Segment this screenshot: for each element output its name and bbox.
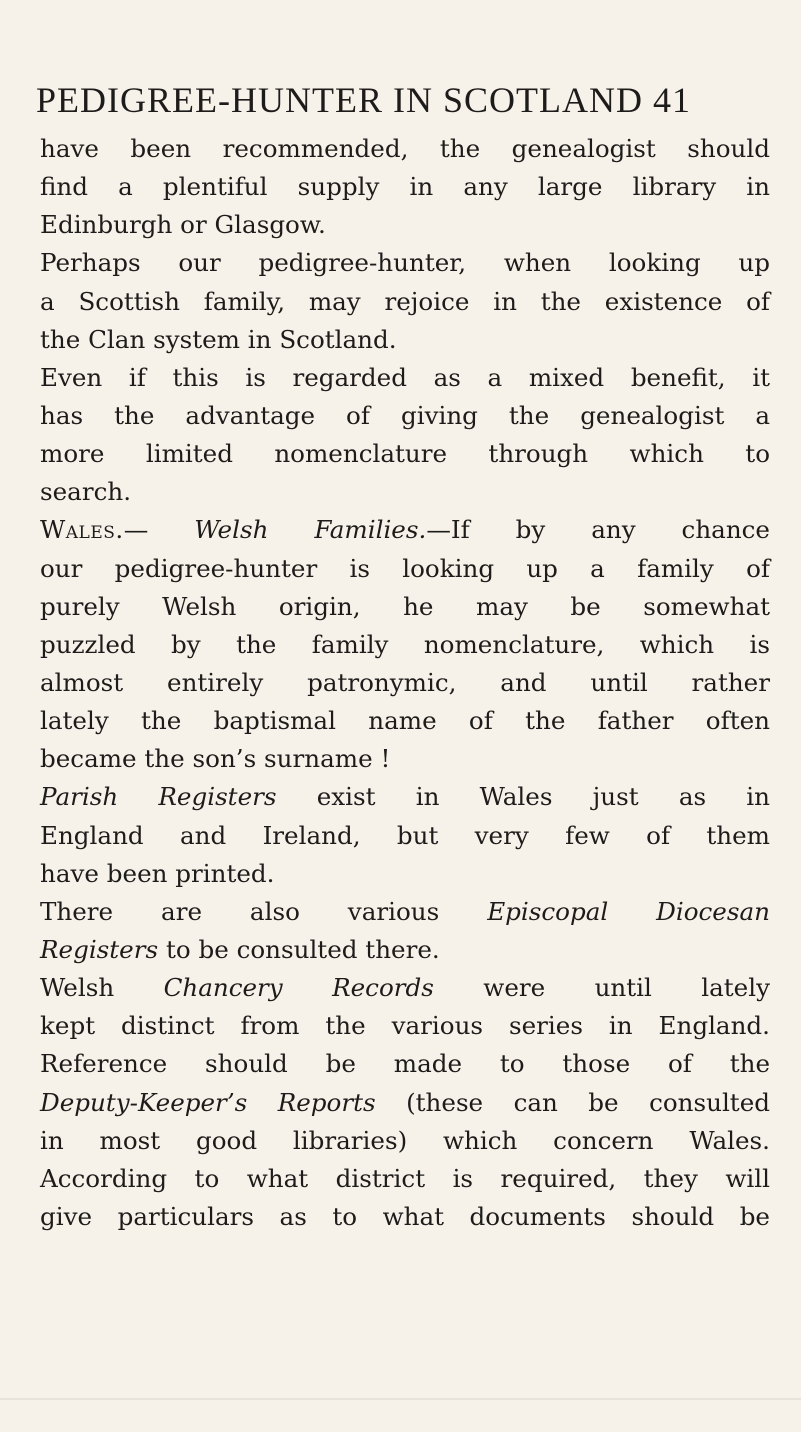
text-line: the Clan system in Scotland. [40, 324, 397, 354]
em-dash: — [123, 515, 149, 545]
text-span: There are also various [40, 896, 488, 926]
text-line-chancery [40, 969, 770, 1007]
text-span: were until lately [433, 973, 770, 1003]
text-line: have been recommended, the genealogist should [40, 134, 770, 163]
term-parish-registers: Parish Registers [40, 782, 277, 812]
text-line: in most good libraries) which concern Wales. [40, 1125, 770, 1155]
page-number: 41 [652, 80, 691, 120]
text-line-registers [40, 931, 770, 969]
text-line: find a plentiful supply in any large library in [40, 172, 770, 202]
subheading-welsh-families: Welsh Families. [194, 515, 427, 545]
text-line: almost entirely patronymic, and until rather [40, 667, 770, 697]
text-line: Reference should be made to those of the [40, 1049, 770, 1079]
text-line-episcopal [40, 893, 770, 931]
term-deputy-keepers-reports: Deputy-Keeper’s Reports [40, 1087, 376, 1117]
text-line-wales-heading [40, 511, 770, 549]
text-span: (these can be consulted [375, 1087, 770, 1117]
text-line: became the son’s surname ! [40, 744, 391, 774]
term-registers: Registers [40, 934, 159, 964]
text-line: has the advantage of giving the genealogist a [40, 400, 770, 430]
text-span: —If by any chance [426, 515, 770, 545]
text-line-deputy-keeper [40, 1084, 770, 1122]
text-line: purely Welsh origin, he may be somewhat [40, 591, 770, 621]
text-line: search. [40, 477, 132, 507]
term-chancery-records: Chancery Records [163, 973, 434, 1003]
text-line: our pedigree-hunter is looking up a family of [40, 553, 770, 583]
text-line: kept distinct from the various series in England. [40, 1011, 770, 1041]
section-heading-wales: Wales. [40, 515, 124, 545]
text-line: According to what district is required, they will [40, 1163, 770, 1193]
text-line: Even if this is regarded as a mixed benefit, it [40, 362, 770, 392]
page-bottom-edge [0, 1398, 801, 1400]
text-line: Perhaps our pedigree-hunter, when looking up [40, 248, 770, 278]
text-line: lately the baptismal name of the father often [40, 706, 770, 736]
body-text [40, 130, 770, 1236]
text-line: give particulars as to what documents should be [40, 1201, 770, 1231]
text-line-parish [40, 778, 770, 816]
text-span: to be consulted there. [158, 934, 440, 964]
term-episcopal-diocesan: Episcopal Diocesan [487, 896, 770, 926]
text-line: more limited nomenclature through which to [40, 439, 770, 469]
text-line: puzzled by the family nomenclature, which is [40, 629, 770, 659]
text-span: exist in Wales just as in [276, 782, 770, 812]
running-head [36, 82, 776, 118]
text-line: England and Ireland, but very few of them [40, 820, 770, 850]
text-line: have been printed. [40, 858, 275, 888]
running-head-title: PEDIGREE-HUNTER IN SCOTLAND [36, 80, 643, 120]
text-line: a Scottish family, may rejoice in the existence of [40, 286, 770, 316]
text-line: Edinburgh or Glasgow. [40, 210, 326, 240]
text-span: Welsh [40, 973, 164, 1003]
